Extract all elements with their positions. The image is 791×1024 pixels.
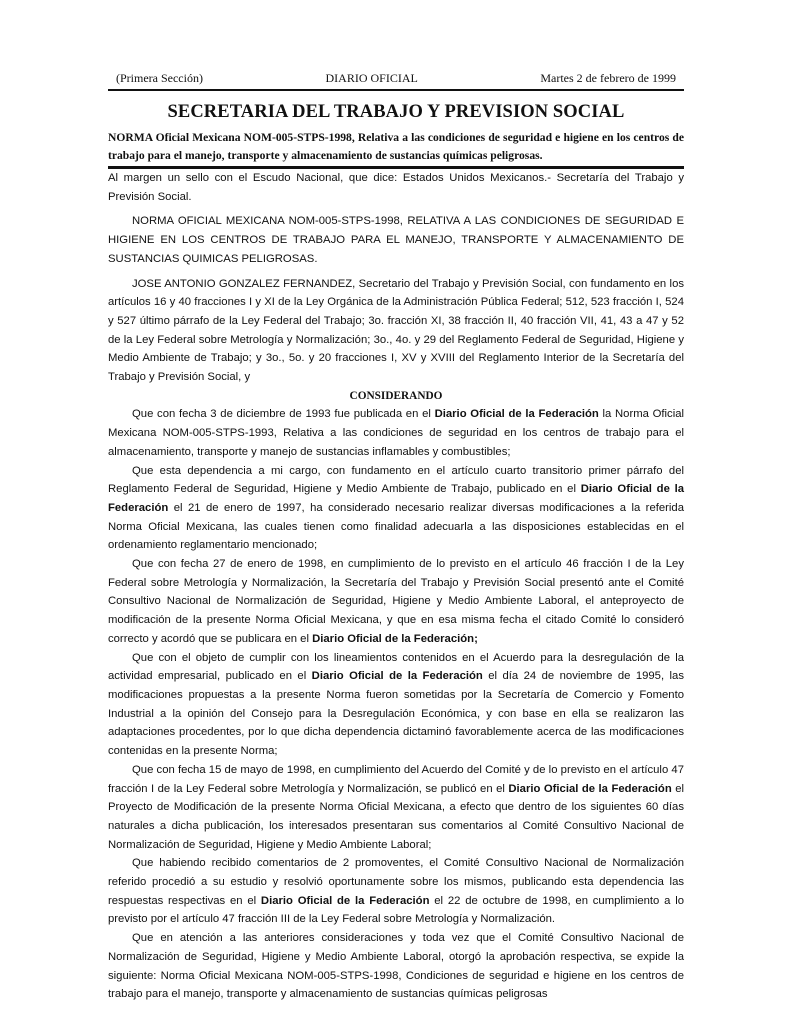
intro-paragraph	[108, 169, 684, 206]
considerando-paragraph	[108, 462, 684, 556]
considerando-paragraph	[108, 854, 684, 929]
considerando-paragraph	[108, 555, 684, 649]
text-segment: el 22 de octubre de 1998, en cumplimiento a lo previsto por el artículo 47 fracción III de la Ley Federal sobre Metrología y Normalización.	[108, 894, 684, 926]
text-segment: Que esta dependencia a mi cargo, con fundamento en el artículo cuarto transitorio primer párrafo del Reglamento Federal de Seguridad, Higiene y Medio Ambiente de Trabajo, publicado en el	[108, 464, 684, 496]
page-title: SECRETARIA DEL TRABAJO Y PREVISION SOCIAL	[167, 102, 625, 122]
document-body	[108, 169, 684, 1004]
intro-paragraph	[108, 275, 684, 387]
header-rule	[108, 89, 684, 91]
text-segment: Que habiendo recibido comentarios de 2 promoventes, el Comité Consultivo Nacional de Normalización referido procedió a su estudio y resolvió oportunamente sobre los mismos, publicando esta dependencia las respuestas respectivas en el	[108, 857, 684, 907]
text-segment: Que con fecha 3 de diciembre de 1993 fue publicada en el	[132, 408, 435, 421]
text-segment: la Norma Oficial Mexicana NOM-005-STPS-1993, Relativa a las condiciones de seguridad en los centros de trabajo para el almacenamiento, transporte y manejo de sustancias inflamables y combustibles;	[108, 408, 684, 458]
publication-name: DIARIO OFICIAL	[325, 71, 418, 85]
emphasized-text: Diario Oficial de la Federación	[311, 670, 483, 683]
text-segment: Al margen un sello con el Escudo Nacional, que dice: Estados Unidos Mexicanos.- Secretaría del Trabajo y Previsión Social.	[108, 172, 684, 203]
norma-title: NORMA Oficial Mexicana NOM-005-STPS-1998, Relativa a las condiciones de seguridad e higiene en los centros de trabajo para el manejo, transporte y almacenamiento de sustancias químicas peligrosas.	[108, 131, 684, 162]
text-segment: el día 24 de noviembre de 1995, las modificaciones propuestas a la presente Norma fueron sometidas por la Secretaría de Comercio y Fomento Industrial a la opinión del Consejo para la Desregulación Económica, y con base en ella se realizaron las adaptaciones procedentes, por lo que dicha dependencia dictaminó favorablemente acerca de las modificaciones contenidas en la presente Norma;	[108, 670, 684, 758]
considerando-paragraph	[108, 929, 684, 1004]
intro-section	[108, 169, 684, 387]
emphasized-text: Diario Oficial de la Federación;	[312, 632, 478, 645]
emphasized-text: Diario Oficial de la Federación	[434, 408, 599, 421]
emphasized-text: Diario Oficial de la Federación	[260, 894, 430, 907]
text-segment: NORMA OFICIAL MEXICANA NOM-005-STPS-1998, RELATIVA A LAS CONDICIONES DE SEGURIDAD E HIGIENE EN LOS CENTROS DE TRABAJO PARA EL MANEJO, TRANSPORTE Y ALMACENAMIENTO DE SUSTANCIAS QUIMICAS PELIGROSAS.	[108, 215, 684, 265]
considerando-heading: CONSIDERANDO	[349, 389, 443, 402]
considerandos-section	[108, 405, 684, 1004]
intro-paragraph	[108, 212, 684, 268]
emphasized-text: Diario Oficial de la Federación	[508, 782, 672, 795]
considerando-paragraph	[108, 761, 684, 855]
running-header	[108, 70, 684, 86]
text-segment: Que en atención a las anteriores consideraciones y toda vez que el Comité Consultivo Nacional de Normalización de Seguridad, Higiene y Medio Ambiente Laboral, otorgó la aprobación respectiva, se expide la siguiente: Norma Oficial Mexicana NOM-005-STPS-1998, Condiciones de seguridad e higiene en los centros de trabajo para el manejo, transporte y almacenamiento de sustancias químicas peligrosas	[108, 932, 684, 1001]
document-page	[108, 70, 684, 1004]
text-segment: el 21 de enero de 1997, ha considerado necesario realizar diversas modificaciones a la referida Norma Oficial Mexicana, las cuales tienen como finalidad adecuarla a las disposiciones establecidas en el ordenamiento reglamentario mencionado;	[108, 501, 684, 552]
issue-date: Martes 2 de febrero de 1999	[540, 71, 676, 85]
text-segment: JOSE ANTONIO GONZALEZ FERNANDEZ, Secretario del Trabajo y Previsión Social, con fundamento en los artículos 16 y 40 fracciones I y XI de la Ley Orgánica de la Administración Pública Federal; 512, 523 fracción I, 524 y 527 último párrafo de la Ley Federal del Trabajo; 3o. fracción XI, 38 fracción II, 40 fracción VII, 41, 43 a 47 y 52 de la Ley Federal sobre Metrología y Normalización; 3o., 4o. y 29 del Reglamento Federal de Seguridad, Higiene y Medio Ambiente de Trabajo; y 3o., 5o. y 20 fracciones I, XV y XVIII del Reglamento Interior de la Secretaría del Trabajo y Previsión Social, y	[108, 277, 684, 384]
text-segment: Que con fecha 27 de enero de 1998, en cumplimiento de lo previsto en el artículo 46 fracción I de la Ley Federal sobre Metrología y Normalización, la Secretaría del Trabajo y Previsión Social presentó ante el Comité Consultivo Nacional de Normalización de Seguridad, Higiene y Medio Ambiente Laboral, el anteproyecto de modificación de la presente Norma Oficial Mexicana, y que en esa misma fecha el citado Comité lo consideró correcto y acordó que se publicara en el	[108, 558, 684, 645]
emphasized-text: Diario Oficial de la Federación	[108, 483, 684, 514]
considerando-paragraph	[108, 405, 684, 461]
text-segment: el Proyecto de Modificación de la presente Norma Oficial Mexicana, a efecto que dentro de los siguientes 60 días naturales a dicha publicación, los interesados presentaran sus comentarios al Comité Consultivo Nacional de Normalización de Seguridad, Higiene y Medio Ambiente Laboral;	[108, 782, 684, 851]
section-label: (Primera Sección)	[116, 71, 203, 85]
text-segment: Que con el objeto de cumplir con los lineamientos contenidos en el Acuerdo para la desregulación de la actividad empresarial, publicado en el	[108, 651, 684, 683]
considerando-paragraph	[108, 649, 684, 761]
text-segment: Que con fecha 15 de mayo de 1998, en cumplimiento del Acuerdo del Comité y de lo previsto en el artículo 47 fracción I de la Ley Federal sobre Metrología y Normalización, se publicó en el	[108, 763, 684, 795]
